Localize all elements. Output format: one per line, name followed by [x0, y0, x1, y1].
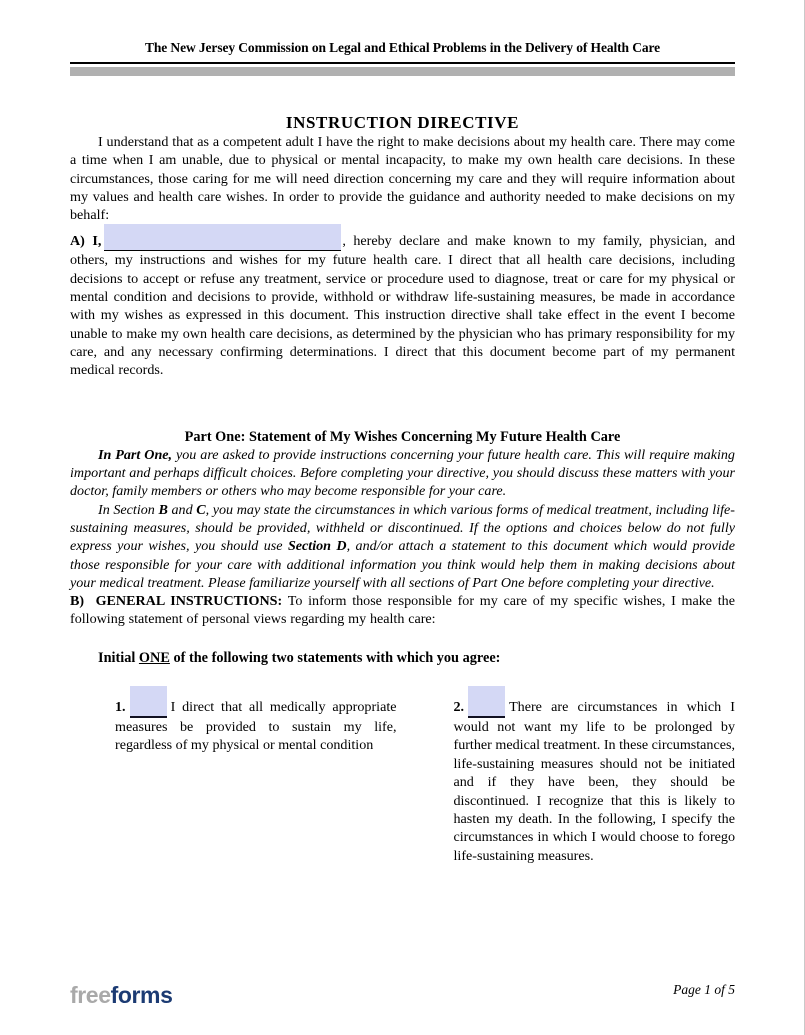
- part-one-note-2-p2: and: [167, 501, 197, 518]
- section-a-marker: A): [70, 233, 85, 250]
- part-one-note-2-p3: , you may state the circumstances in which various forms of medical treatment, including life-sustaining measures, should be provided, withheld or discontinued. If the options and choices below do not fully express your wishes, you should use: [70, 501, 735, 555]
- document-footer: [70, 982, 735, 1007]
- page-number: Page 1 of 5: [673, 982, 735, 997]
- section-b-text: To inform those responsible for my care of my specific wishes, I make the following statement of personal views regarding my health care:: [70, 593, 735, 628]
- document-content: [70, 0, 735, 865]
- part-one-note-1-lead: In Part One,: [98, 446, 173, 463]
- section-d-reference: Section D: [287, 538, 347, 555]
- statement-column-2: [454, 686, 736, 866]
- part-one-note-1-rest: you are asked to provide instructions concerning your future health care. This will require making important and perhaps difficult choices. Before completing your directive, you should discuss these matters with your doctor, family members or others who may become responsible for your care.: [70, 446, 735, 500]
- part-one-heading: Part One: Statement of My Wishes Concerning My Future Health Care: [184, 428, 621, 445]
- initial-prompt-before: Initial: [98, 649, 139, 666]
- header-gray-bar: [70, 67, 735, 76]
- section-a-text: , hereby declare and make known to my family, physician, and others, my instructions and wishes for my future health care. I direct that all health care decisions, including decisions to accept or refuse any treatment, service or procedure used to diagnose, treat or care for my physical or mental condition and decisions to provide, withhold or withdraw life-sustaining measures, be made in accordance with my wishes as expressed in this document. This instruction directive shall take effect in the event I become unable to make my own health care decisions, as determined by the physician who has primary responsibility for my care, and any necessary confirming determinations. I direct that this document become part of my permanent medical records.: [70, 233, 735, 379]
- statement-2: [454, 686, 736, 866]
- part-one-note-2-p1: In Section: [98, 501, 159, 518]
- freeforms-logo[interactable]: [70, 984, 173, 1007]
- part-one-note-2-p4: , and/or attach a statement to this document which would provide those responsible for your care with additional information you think would help them in making decisions about your medical treatment. Please familiarize yourself with all sections of Part One before completing your directive.: [70, 538, 735, 591]
- statement-columns: [70, 686, 735, 866]
- logo-text-forms: forms: [110, 982, 173, 1008]
- organization-title: The New Jersey Commission on Legal and Ethical Problems in the Delivery of Health Care: [144, 40, 661, 55]
- initial-prompt-after: of the following two statements with which you agree:: [169, 649, 501, 666]
- initial-one-prompt: [70, 650, 735, 667]
- statement-1: [115, 686, 397, 755]
- statement-2-number: 2.: [453, 698, 465, 715]
- section-a-leadin: I,: [92, 233, 102, 250]
- section-c-reference: C: [196, 501, 206, 518]
- part-one-note-2: [70, 501, 735, 593]
- statement-1-number: 1.: [115, 698, 126, 715]
- statement-1-text: I direct that all medically appropriate measures be provided to sustain my life, regardless of my physical or mental condition: [115, 698, 397, 754]
- section-b-marker: B): [70, 593, 85, 610]
- document-header: [70, 0, 735, 76]
- section-b-heading: GENERAL INSTRUCTIONS:: [95, 593, 283, 610]
- statement-2-initial-field[interactable]: [468, 686, 505, 718]
- section-b-reference: B: [158, 501, 168, 518]
- logo-text-free: free: [70, 982, 111, 1008]
- part-one-note-1: [70, 446, 735, 501]
- header-rule: [70, 62, 735, 64]
- initial-prompt-one: ONE: [138, 649, 170, 666]
- intro-paragraph: I understand that as a competent adult I have the right to make decisions about my health care. There may come a time when I am unable, due to physical or mental incapacity, to make my own health care decisions. In these circumstances, those caring for me will need direction concerning my care and they will require information about my values and health care wishes. In order to provide the guidance and authority needed to make decisions on my behalf:: [70, 133, 735, 224]
- section-b-paragraph: [70, 592, 735, 629]
- declarant-name-field[interactable]: [104, 224, 341, 251]
- section-a-paragraph: [70, 224, 735, 379]
- statement-2-text: There are circumstances in which I would not want my life to be prolonged by further medical treatment. In these circumstances, life-sustaining measures should not be initiated and if they have been, they should be discontinued. I recognize that this is likely to hasten my death. In the following, I specify the circumstances in which I would choose to forego life-sustaining measures.: [453, 698, 735, 864]
- statement-1-initial-field[interactable]: [130, 686, 167, 718]
- statement-column-1: [115, 686, 397, 866]
- page-title: INSTRUCTION DIRECTIVE: [285, 112, 520, 132]
